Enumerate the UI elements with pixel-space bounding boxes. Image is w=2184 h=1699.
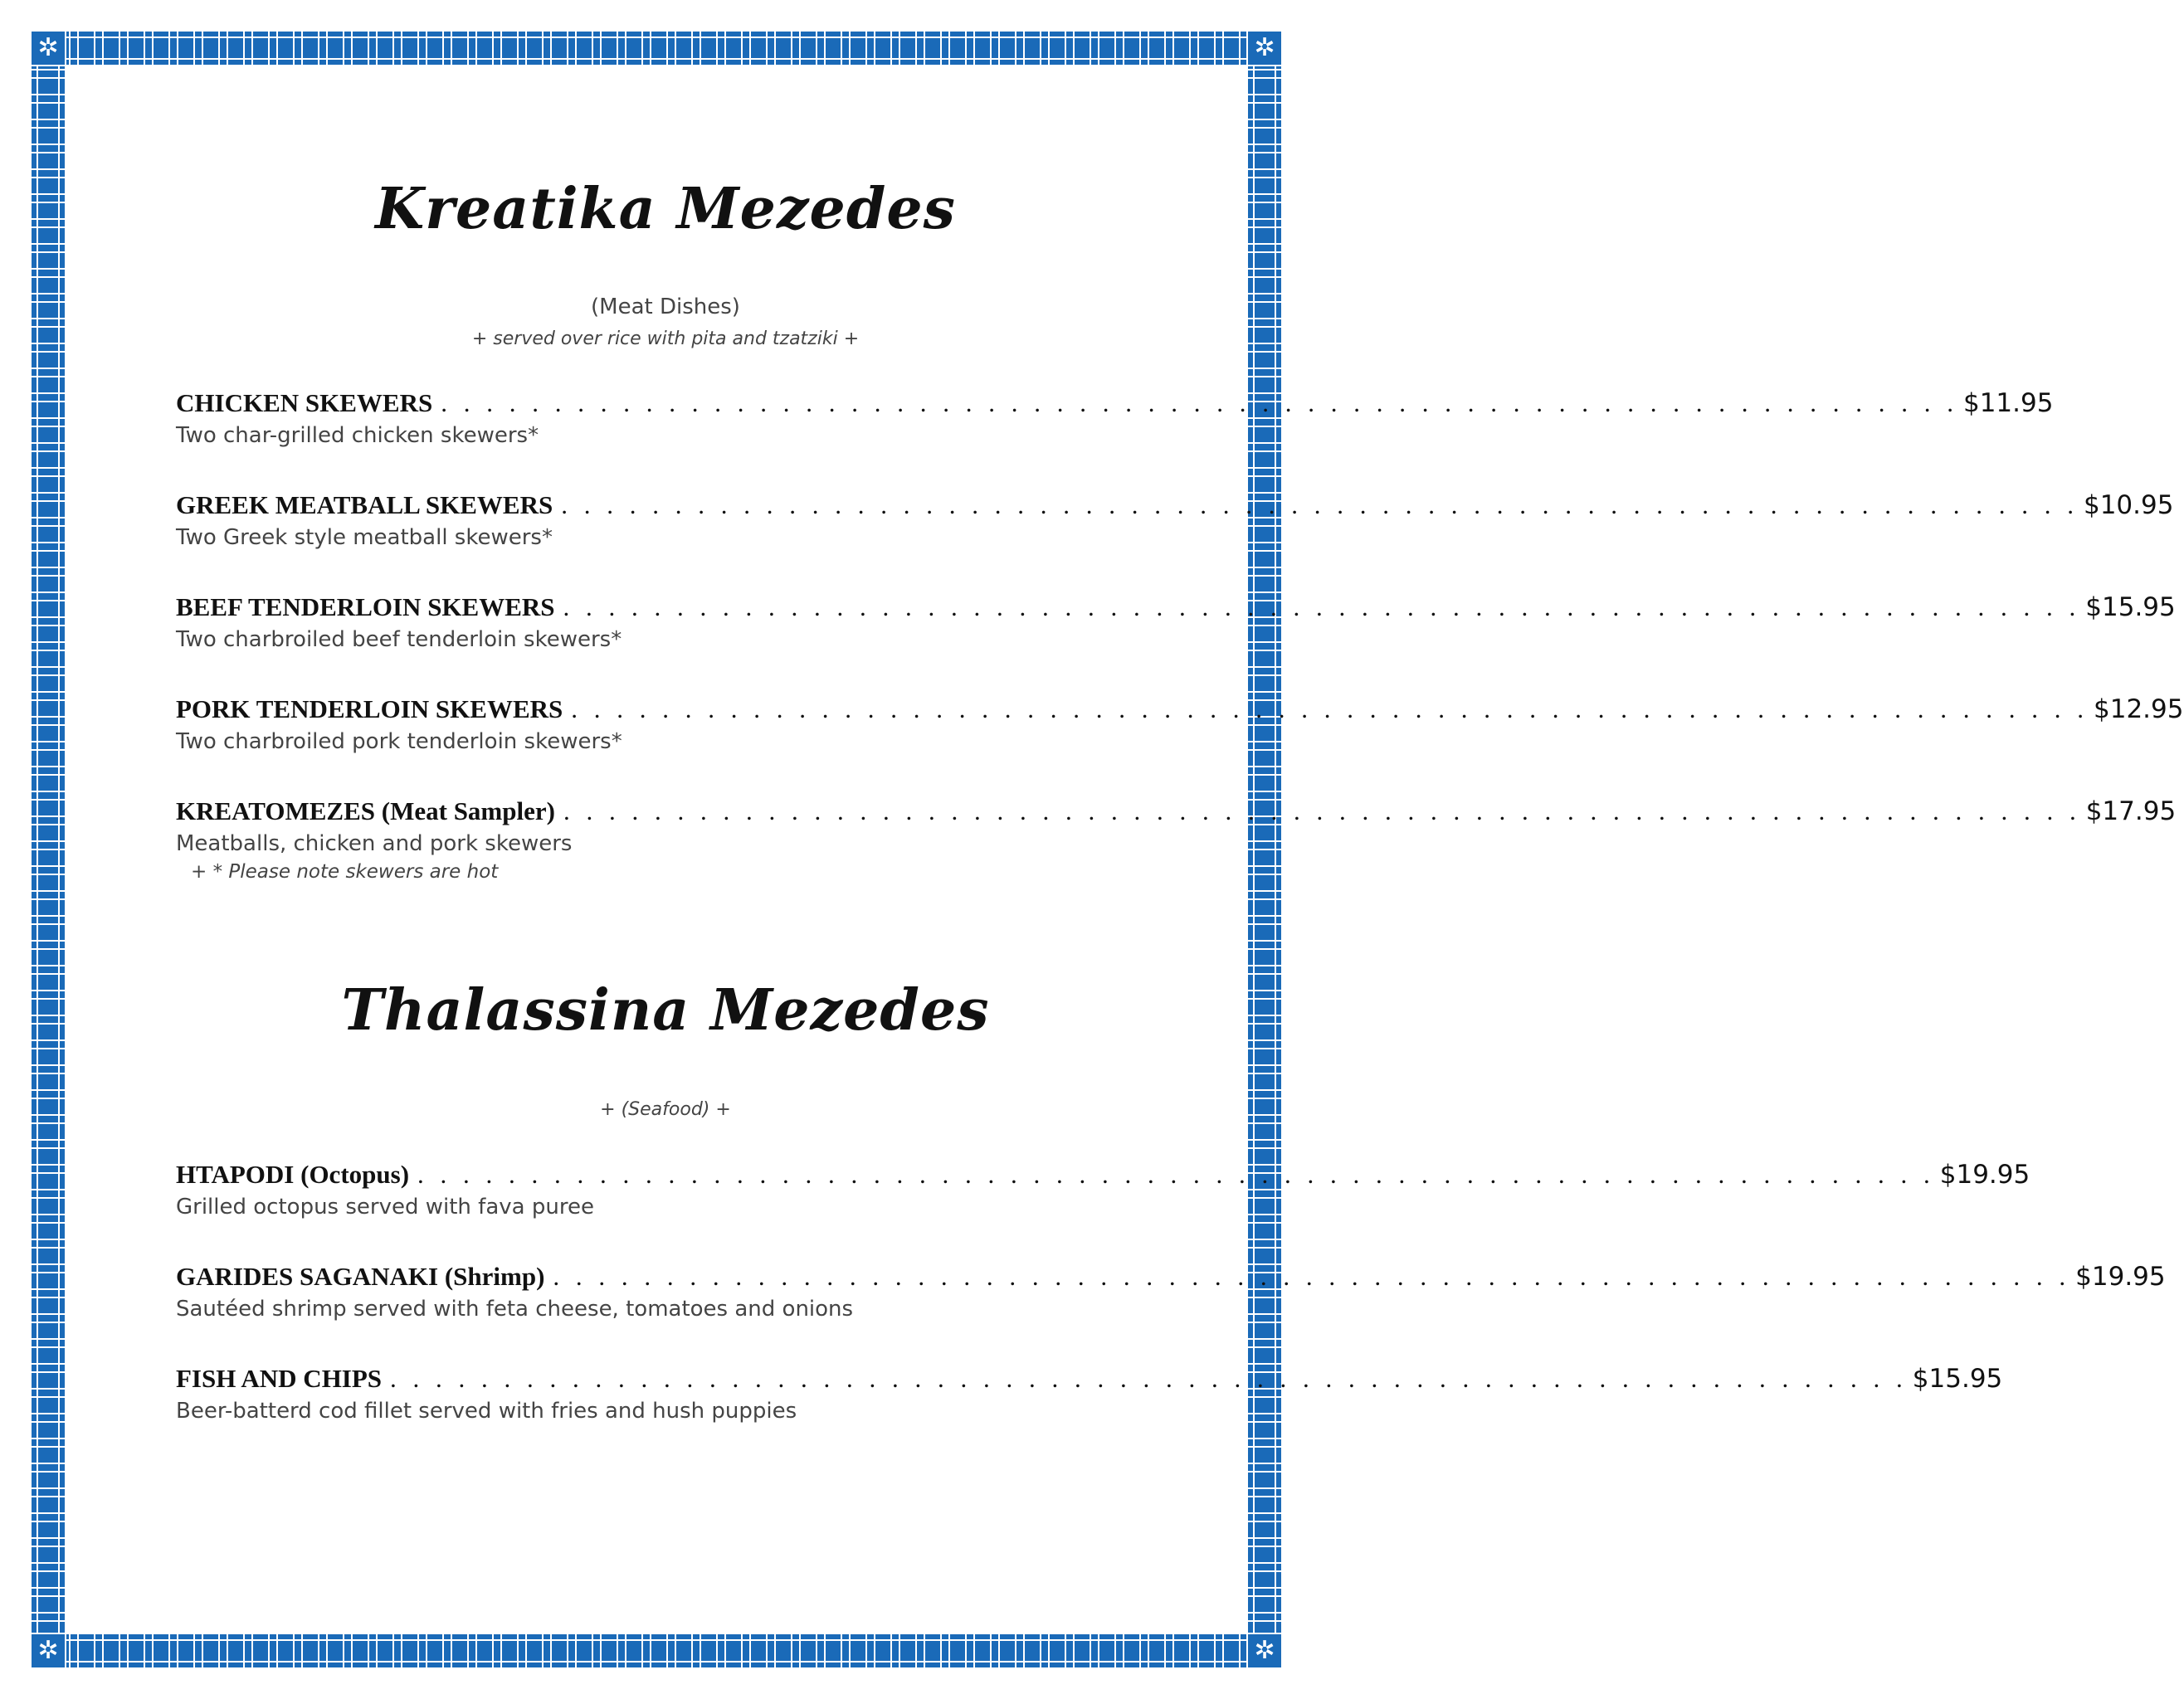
meat-section-title: Kreatika Mezedes (375, 176, 956, 242)
menu-item-price: $19.95 (2075, 1262, 2166, 1292)
menu-item-description: Two char-grilled chicken skewers* (176, 423, 539, 448)
menu-item-name: FISH AND CHIPS (176, 1364, 383, 1393)
dot-leader: . . . . . . . . . . . . . . . . . . . . . . . . . . . . . . . . . . . . . . . . . . . . . . . . . . . . . . . . . . . . . . . . . . . (563, 592, 2081, 621)
dot-leader: . . . . . . . . . . . . . . . . . . . . . . . . . . . . . . . . . . . . . . . . . . . . . . . . . . . . . . . . . . . . . . . . . . . (417, 1160, 1935, 1189)
menu-item-description: Sautéed shrimp served with feta cheese, tomatoes and onions (176, 1297, 854, 1322)
menu-item (176, 694, 2184, 754)
menu-item (176, 592, 2176, 652)
menu-item-price: $12.95 (2094, 694, 2184, 724)
menu-item-price: $10.95 (2083, 490, 2174, 520)
dot-leader: . . . . . . . . . . . . . . . . . . . . . . . . . . . . . . . . . . . . . . . . . . . . . . . . . . . . . . . . . . . . . . . . . . . (553, 1262, 2071, 1291)
menu-item-name: HTAPODI (Octopus) (176, 1160, 410, 1189)
menu-item (176, 388, 2054, 448)
greek-key-border-bottom (66, 1634, 1246, 1667)
menu-item-price: $15.95 (2085, 592, 2176, 622)
menu-item-name: PORK TENDERLOIN SKEWERS (176, 694, 563, 723)
menu-item-price: $11.95 (1962, 388, 2054, 418)
menu-item-price: $17.95 (2085, 796, 2177, 826)
corner-star-icon: ✲ (1248, 32, 1281, 65)
menu-item (176, 490, 2174, 550)
menu-item-name: BEEF TENDERLOIN SKEWERS (176, 592, 555, 621)
menu-item-description: Two charbroiled pork tenderloin skewers* (176, 729, 622, 754)
menu-item-price: $19.95 (1939, 1160, 2030, 1190)
menu-item (176, 1364, 2003, 1424)
dot-leader: . . . . . . . . . . . . . . . . . . . . . . . . . . . . . . . . . . . . . . . . . . . . . . . . . . . . . . . . . . . . . . . . . . . (441, 388, 1958, 417)
menu-item-name: KREATOMEZES (Meat Sampler) (176, 796, 555, 825)
menu-item-footnote: + * Please note skewers are hot (191, 861, 499, 883)
menu-item-description: Meatballs, chicken and pork skewers (176, 831, 573, 856)
greek-key-border-right (1248, 66, 1281, 1633)
menu-item-price: $15.95 (1912, 1364, 2003, 1394)
meat-section-subtitle: (Meat Dishes) (591, 295, 740, 319)
dot-leader: . . . . . . . . . . . . . . . . . . . . . . . . . . . . . . . . . . . . . . . . . . . . . . . . . . . . . . . . . . . . . . . . . . . (561, 490, 2079, 519)
greek-key-border-top (66, 32, 1246, 65)
seafood-section-title: Thalassina Mezedes (341, 977, 990, 1044)
corner-star-icon: ✲ (1248, 1634, 1281, 1667)
menu-item (176, 1160, 2030, 1219)
menu-item-description: Beer-batterd cod fillet served with fries and hush puppies (176, 1399, 797, 1424)
corner-star-icon: ✲ (32, 32, 65, 65)
greek-key-border-left (32, 66, 65, 1633)
dot-leader: . . . . . . . . . . . . . . . . . . . . . . . . . . . . . . . . . . . . . . . . . . . . . . . . . . . . . . . . . . . . . . . . . . . (571, 694, 2089, 723)
menu-item-description: Two charbroiled beef tenderloin skewers* (176, 627, 622, 652)
menu-item-name: CHICKEN SKEWERS (176, 388, 433, 417)
menu-item (176, 1262, 2166, 1322)
seafood-section-subtitle: + (Seafood) + (600, 1099, 731, 1120)
dot-leader: . . . . . . . . . . . . . . . . . . . . . . . . . . . . . . . . . . . . . . . . . . . . . . . . . . . . . . . . . . . . . . . . . . . (390, 1364, 1908, 1393)
menu-item-name: GREEK MEATBALL SKEWERS (176, 490, 553, 519)
dot-leader: . . . . . . . . . . . . . . . . . . . . . . . . . . . . . . . . . . . . . . . . . . . . . . . . . . . . . . . . . . . . . . . . . . . (563, 796, 2081, 825)
menu-item (176, 796, 2177, 883)
menu-item-description: Two Greek style meatball skewers* (176, 525, 553, 550)
menu-item-description: Grilled octopus served with fava puree (176, 1195, 594, 1219)
corner-star-icon: ✲ (32, 1634, 65, 1667)
menu-item-name: GARIDES SAGANAKI (Shrimp) (176, 1262, 545, 1291)
meat-section-note: + served over rice with pita and tzatziki + (471, 329, 860, 349)
